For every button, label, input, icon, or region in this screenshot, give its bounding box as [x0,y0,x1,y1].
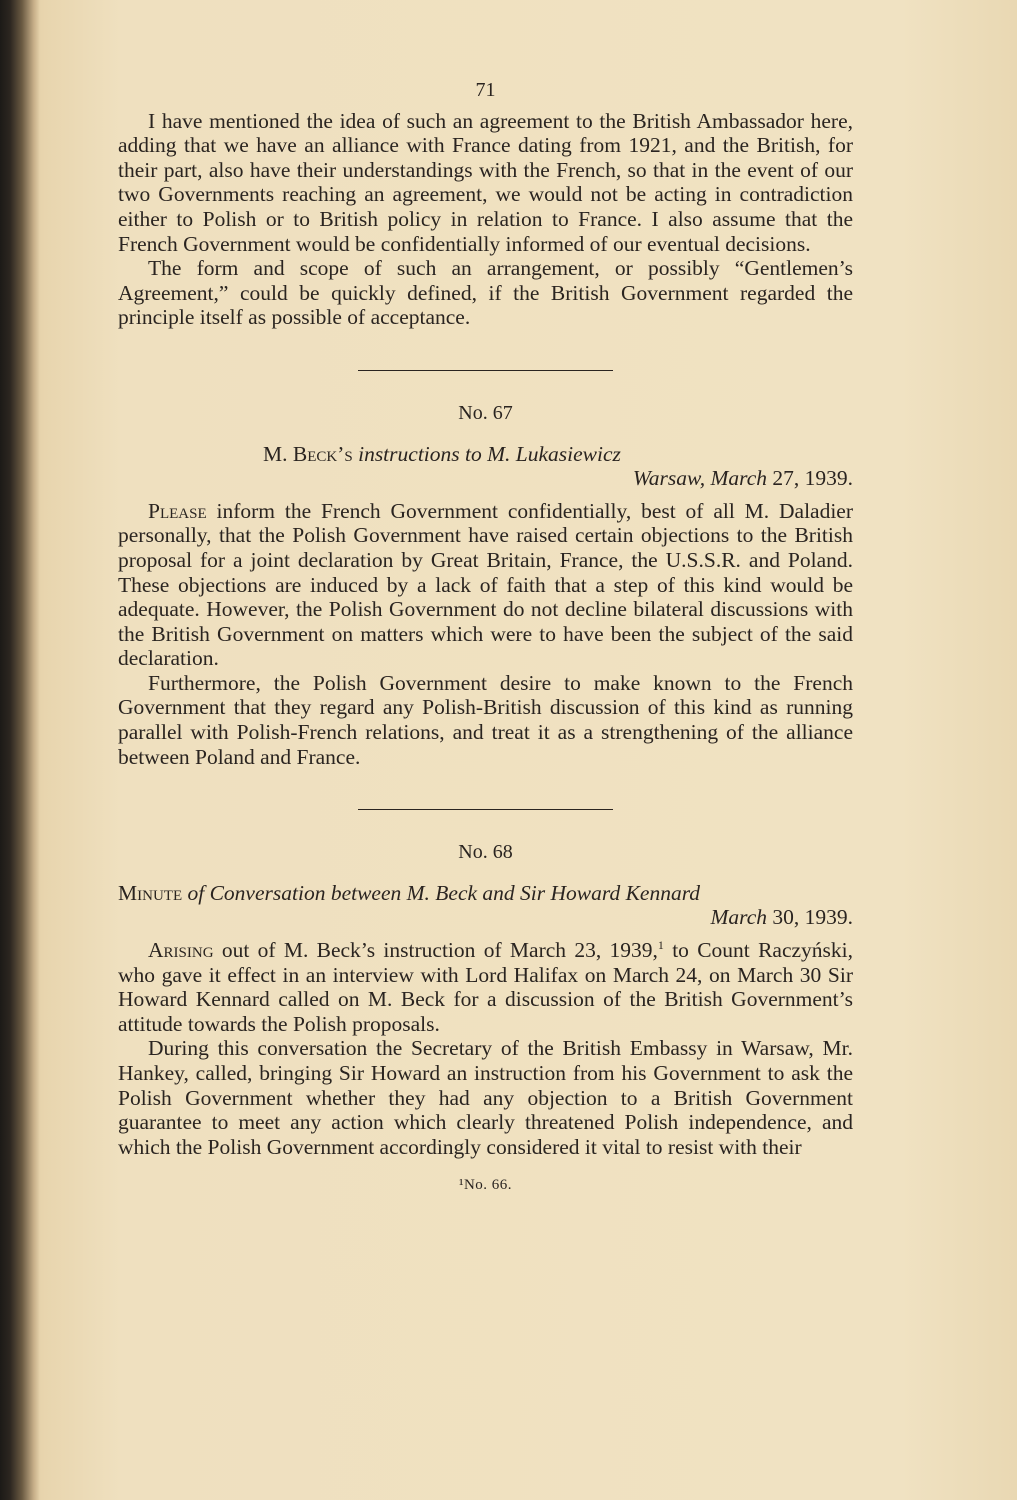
document-number-68: No. 68 [458,841,513,864]
document-68-paragraph-1 [118,938,853,1036]
document-67-heading [118,442,853,467]
document-number-67: No. 67 [458,401,513,424]
paragraph-text-b: to Count Raczyński, who gave it effect in an interview with Lord Halifax on March 24, on March 30 Sir Howard Kennard called on M. Beck for a discussion of the British Government’s attitude towards the Polish proposals. [118,938,854,1036]
document-68-dateline [118,905,853,930]
paragraph-text-a: out of M. Beck’s instruction of March 23, 1939, [221,938,658,963]
document-68-paragraph-2: During this conversation the Secretary of the British Embassy in Warsaw, Mr. Hankey, called, bringing Sir Howard an instruction from his Government to ask the Polish Government whether they had any objection to a British Government guarantee to meet any action which clearly threatened Polish independence, and which the Polish Government accordingly considered it vital to resist with their [118,1036,853,1159]
footnote: ¹No. 66. [458,1177,513,1194]
footnote-ref: 1 [657,937,664,952]
heading-name: M. Beck’s [263,441,353,466]
heading-title: of Conversation between M. Beck and Sir Howard Kennard [187,880,701,905]
document-67-paragraph-1 [118,499,853,671]
dateline-date: 30, 1939. [772,905,853,930]
heading-title: instructions to M. Lukasiewicz [358,441,621,466]
intro-paragraph-2: The form and scope of such an arrangement, or possibly “Gentlemen’s Agreement,” could be quickly defined, if the British Government regarded the principle itself as possible of acceptance. [118,256,853,330]
intro-paragraph-1: I have mentioned the idea of such an agreement to the British Ambassador here, adding that we have an alliance with France dating from 1921, and the British, for their part, also have their understandings with the French, so that in the event of our two Governments reaching an agreement, we would not be acting in contradiction either to Polish or to British policy in relation to France. I also assume that the French Government would be confidentially informed of our eventual decisions. [118,108,853,256]
dateline-date: 27, 1939. [772,466,853,491]
document-67-dateline [118,466,853,491]
document-68-heading [118,881,853,906]
heading-name: Minute [118,880,183,905]
dateline-place: Warsaw, March [632,466,767,491]
book-spine [0,0,40,1500]
paragraph-text: inform the French Government confidentially, best of all M. Daladier personally, that the Polish Government have raised certain objections to the British proposal for a joint declaration by Great Britain, France, the U.S.S.R. and Poland. These objections are induced by a lack of faith that a step of this kind would be adequate. However, the Polish Government do not decline bilateral discussions with the British Government on matters which were to have been the subject of the said declaration. [118,498,854,671]
page-number: 71 [475,79,496,101]
document-67-paragraph-2: Furthermore, the Polish Government desire to make known to the French Government that they regard any Polish-British discussion of this kind as running parallel with Polish-French relations, and treat it as a strengthening of the alliance between Poland and France. [118,670,853,769]
page-content [118,78,853,1198]
dateline-month: March [710,905,767,930]
lead-word: Please [148,498,207,523]
lead-word: Arising [148,938,214,963]
